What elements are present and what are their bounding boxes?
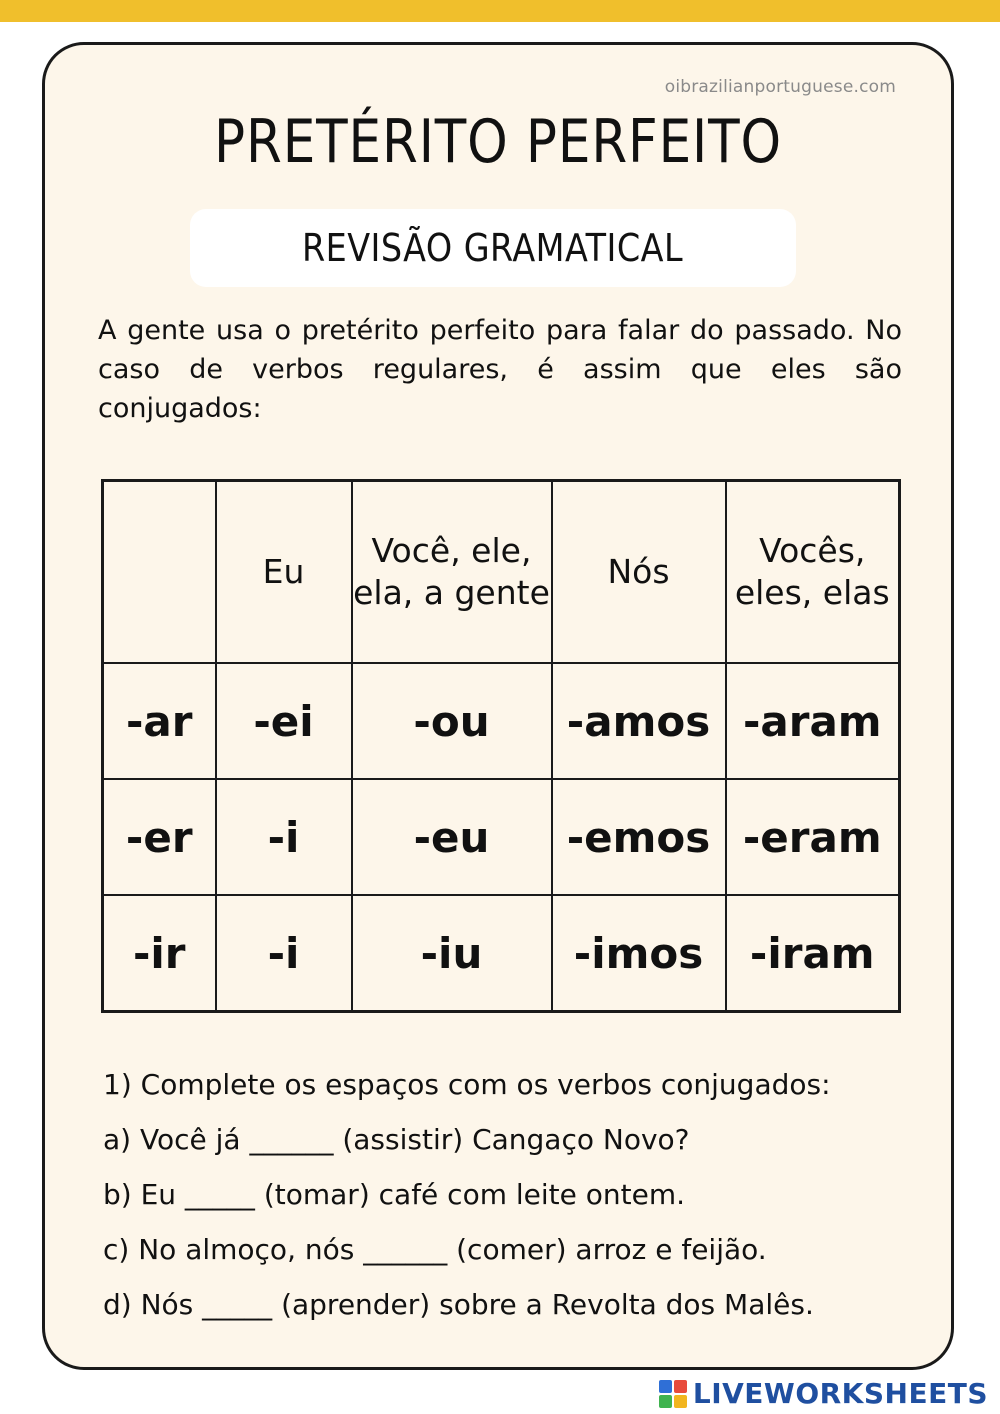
table-cell: -eu xyxy=(352,779,552,895)
table-row xyxy=(103,779,900,895)
table-header-cell: Eu xyxy=(216,481,352,664)
table-cell: -er xyxy=(103,779,216,895)
exercise-list xyxy=(103,1065,923,1340)
table-header-row xyxy=(103,481,900,664)
website-label: oibrazilianportuguese.com xyxy=(664,77,896,97)
table-cell: -ei xyxy=(216,663,352,779)
table-cell: -amos xyxy=(552,663,726,779)
subtitle: REVISÃO GRAMATICAL xyxy=(302,226,684,270)
table-cell: -iram xyxy=(726,895,900,1012)
table-cell: -i xyxy=(216,779,352,895)
table-header-cell: Nós xyxy=(552,481,726,664)
exercise-item: d) Nós _____ (aprender) sobre a Revolta dos Malês. xyxy=(103,1288,814,1321)
conjugation-table xyxy=(101,479,901,1013)
page-title: PRETÉRITO PERFEITO xyxy=(213,107,782,177)
liveworksheets-footer[interactable] xyxy=(659,1377,988,1410)
exercise-item: c) No almoço, nós ______ (comer) arroz e feijão. xyxy=(103,1233,767,1266)
table-header-cell: Vocês, eles, elas xyxy=(726,481,900,664)
table-cell: -emos xyxy=(552,779,726,895)
table-cell: -imos xyxy=(552,895,726,1012)
liveworksheets-brand: LIVEWORKSHEETS xyxy=(692,1377,988,1410)
exercise-instruction: 1) Complete os espaços com os verbos conjugados: xyxy=(103,1068,831,1101)
worksheet-card xyxy=(42,42,954,1370)
table-row xyxy=(103,663,900,779)
table-cell: -iu xyxy=(352,895,552,1012)
table-cell: -eram xyxy=(726,779,900,895)
table-cell: -ir xyxy=(103,895,216,1012)
table-cell: -ar xyxy=(103,663,216,779)
exercise-item: b) Eu _____ (tomar) café com leite ontem. xyxy=(103,1178,686,1211)
top-accent-bar xyxy=(0,0,1000,22)
table-header-cell xyxy=(103,481,216,664)
subtitle-box xyxy=(190,209,796,287)
intro-paragraph: A gente usa o pretérito perfeito para falar do passado. No caso de verbos regulares, é assim que eles são conjugados: xyxy=(98,315,902,424)
table-cell: -ou xyxy=(352,663,552,779)
table-cell: -i xyxy=(216,895,352,1012)
table-row xyxy=(103,895,900,1012)
table-cell: -aram xyxy=(726,663,900,779)
liveworksheets-logo-icon xyxy=(659,1380,687,1408)
exercise-item: a) Você já ______ (assistir) Cangaço Novo? xyxy=(103,1123,690,1156)
table-header-cell: Você, ele, ela, a gente xyxy=(352,481,552,664)
